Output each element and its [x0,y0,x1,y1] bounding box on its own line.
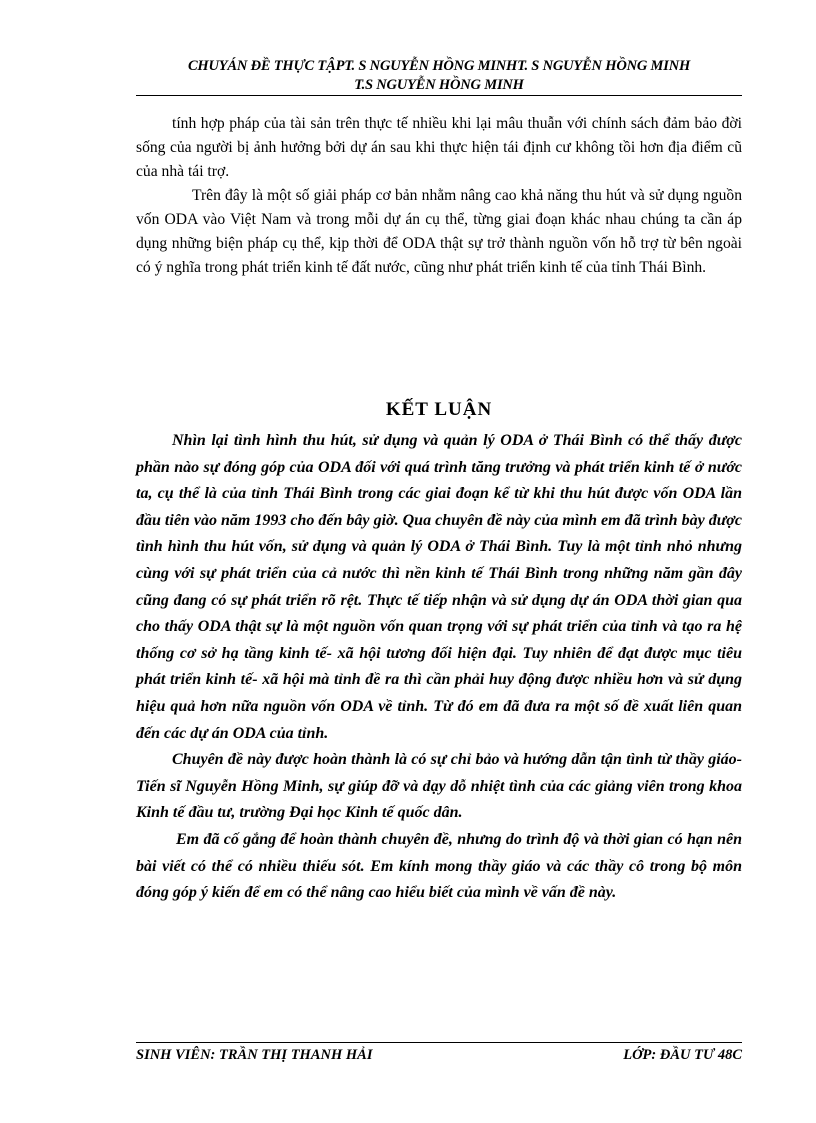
conclusion-paragraph-3: Em đã cố gắng để hoàn thành chuyên đề, nhưng do trình độ và thời gian có hạn nên bài viết có thể có nhiều thiếu sót. Em kính mong thầy giáo và các thầy cô trong bộ môn đóng góp ý kiến để em có thể nâng cao hiểu biết của mình về vấn đề này. [136,830,742,902]
body-paragraph-1: tính hợp pháp của tài sản trên thực tế nhiều khi lại mâu thuẫn với chính sách đảm bảo đời sống của người bị ảnh hưởng bởi dự án sau khi thực hiện tái định cư không tồi hơn địa điểm cũ của nhà tái trợ. [136,115,742,180]
body-paragraph-2: Trên đây là một số giải pháp cơ bản nhằm nâng cao khả năng thu hút và sử dụng nguồn vốn ODA vào Việt Nam và trong mỗi dự án cụ thể, từng giai đoạn khác nhau chúng ta cần áp dụng những biện pháp cụ thể, kịp thời để ODA thật sự trở thành nguồn vốn hỗ trợ từ bên ngoài có ý nghĩa trong phát triển kinh tế đất nước, cũng như phát triển kinh tế của tỉnh Thái Bình. [136,187,742,276]
conclusion-paragraph-2: Chuyên đề này được hoàn thành là có sự chỉ bảo và hướng dẫn tận tình từ thầy giáo- Tiến sĩ Nguyễn Hồng Minh, sự giúp đỡ và dạy dỗ nhiệt tình của các giảng viên trong khoa Kinh tế đầu tư, trường Đại học Kinh tế quốc dân. [136,751,742,822]
conclusion-text [136,428,742,907]
header-title-line-2: T.S NGUYỄN HỒNG MINH [354,77,524,93]
footer-class: LỚP: ĐẦU TƯ 48C [623,1047,742,1063]
body-text [136,112,742,280]
footer-student-name: SINH VIÊN: TRẦN THỊ THANH HẢI [136,1047,373,1063]
footer-divider [136,1042,742,1043]
page-header [136,57,742,95]
header-divider [136,95,742,96]
header-title-line-1: CHUYÁN ĐỀ THỰC TẬPT. S NGUYỄN HỒNG MINHT. S NGUYỄN HỒNG MINH [187,58,691,74]
conclusion-heading: KẾT LUẬN [385,399,493,420]
conclusion-paragraph-1: Nhìn lại tình hình thu hút, sử dụng và quản lý ODA ở Thái Bình có thể thấy được phần nào sự đóng góp của ODA đối với quá trình tăng trưởng và phát triển kinh tế ở nước ta, cụ thể là của tỉnh Thái Bình trong các giai đoạn kể từ khi thu hút được vốn ODA lần đầu tiên vào năm 1993 cho đến bây giờ. Qua chuyên đề này của mình em đã trình bày được tình hình thu hút vốn, sử dụng và quản lý ODA ở Thái Bình. Tuy là một tỉnh nhỏ nhưng cùng với sự phát triển của cả nước thì nền kinh tế Thái Bình trong những năm gần đây cũng đang có sự phát triển rõ rệt. Thực tế tiếp nhận và sử dụng dự án ODA thời gian qua cho thấy ODA thật sự là một nguồn vốn quan trọng với sự phát triển của tỉnh và tạo ra hệ thống cơ sở hạ tầng kinh tế- xã hội tương đối hiện đại. Tuy nhiên để đạt được mục tiêu phát triển kinh tế- xã hội mà tỉnh đề ra thì cần phải huy động được nhiều hơn và sử dụng hiệu quả hơn nữa nguồn vốn ODA về tỉnh. Từ đó em đã đưa ra một số đề xuất liên quan đến các dự án ODA của tỉnh. [136,432,742,742]
